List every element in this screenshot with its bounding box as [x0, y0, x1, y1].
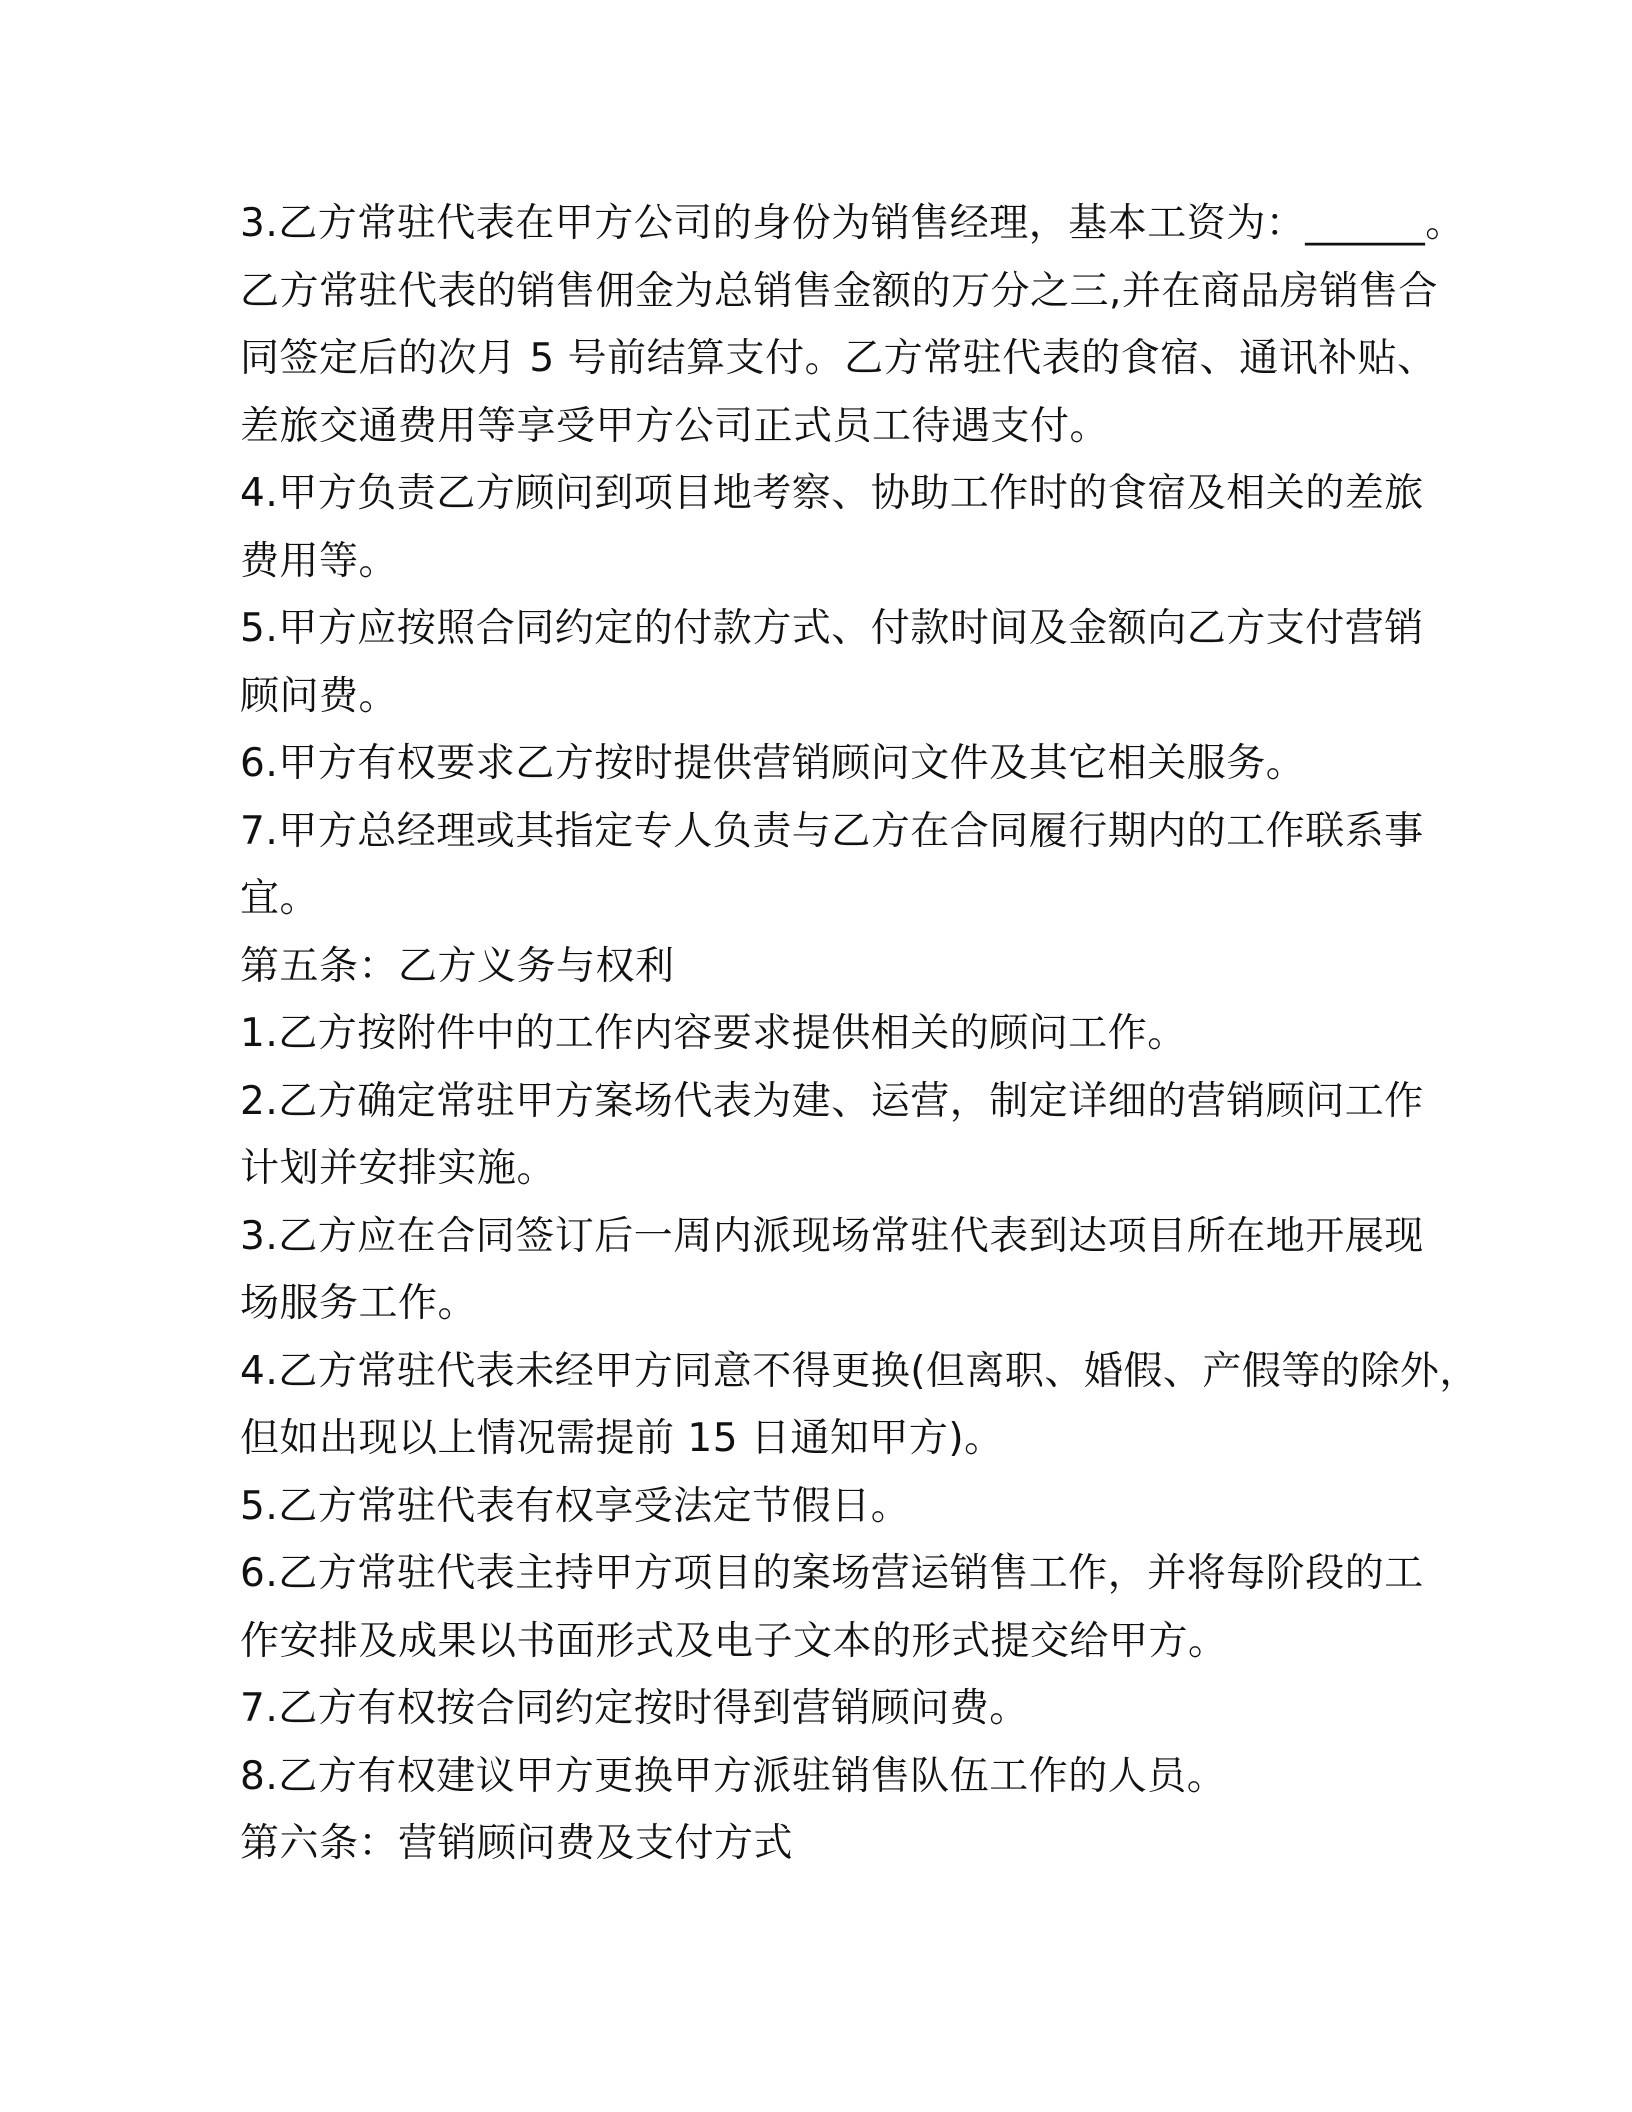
text-line: 7.甲方总经理或其指定专人负责与乙方在合同履行期内的工作联系事 — [240, 808, 1424, 854]
section-heading: 第六条：营销顾问费及支付方式 — [240, 1821, 794, 1866]
text-line: 同签定后的次月 5 号前结算支付。乙方常驻代表的食宿、通讯补贴、 — [240, 336, 1437, 381]
text-line: 4.乙方常驻代表未经甲方同意不得更换(但离职、婚假、产假等的除外， — [240, 1348, 1479, 1394]
text-line: 顾问费。 — [240, 673, 399, 719]
text-line: 6.乙方常驻代表主持甲方项目的案场营运销售工作，并将每阶段的工 — [240, 1551, 1424, 1596]
text-line: 5.甲方应按照合同约定的付款方式、付款时间及金额向乙方支付营销 — [240, 606, 1424, 651]
text-line: 5.乙方常驻代表有权享受法定节假日。 — [240, 1483, 911, 1529]
text-line: 场服务工作。 — [240, 1281, 478, 1326]
text-line: 3.乙方应在合同签订后一周内派现场常驻代表到达项目所在地开展现 — [240, 1213, 1424, 1259]
text-line: 7.乙方有权按合同约定按时得到营销顾问费。 — [240, 1686, 1029, 1731]
document-body — [240, 190, 1479, 1878]
text-line: 2.乙方确定常驻甲方案场代表为建、运营，制定详细的营销顾问工作 — [240, 1078, 1424, 1124]
text-line: 3.乙方常驻代表在甲方公司的身份为销售经理，基本工资为：______。 — [240, 201, 1465, 246]
text-line: 6.甲方有权要求乙方按时提供营销顾问文件及其它相关服务。 — [240, 741, 1306, 786]
text-line: 差旅交通费用等享受甲方公司正式员工待遇支付。 — [240, 403, 1110, 449]
text-line: 费用等。 — [240, 538, 399, 584]
text-line: 1.乙方按附件中的工作内容要求提供相关的顾问工作。 — [240, 1011, 1187, 1056]
text-line: 乙方常驻代表的销售佣金为总销售金额的万分之三,并在商品房销售合 — [240, 268, 1438, 314]
text-line: 但如出现以上情况需提前 15 日通知甲方)。 — [240, 1416, 1004, 1461]
text-line: 计划并安排实施。 — [240, 1146, 557, 1191]
text-line: 作安排及成果以书面形式及电子文本的形式提交给甲方。 — [240, 1618, 1228, 1664]
text-line: 宜。 — [240, 876, 320, 921]
text-line: 8.乙方有权建议甲方更换甲方派驻销售队伍工作的人员。 — [240, 1753, 1227, 1799]
text-line: 4.甲方负责乙方顾问到项目地考察、协助工作时的食宿及相关的差旅 — [240, 471, 1424, 516]
section-heading: 第五条：乙方义务与权利 — [240, 943, 675, 989]
